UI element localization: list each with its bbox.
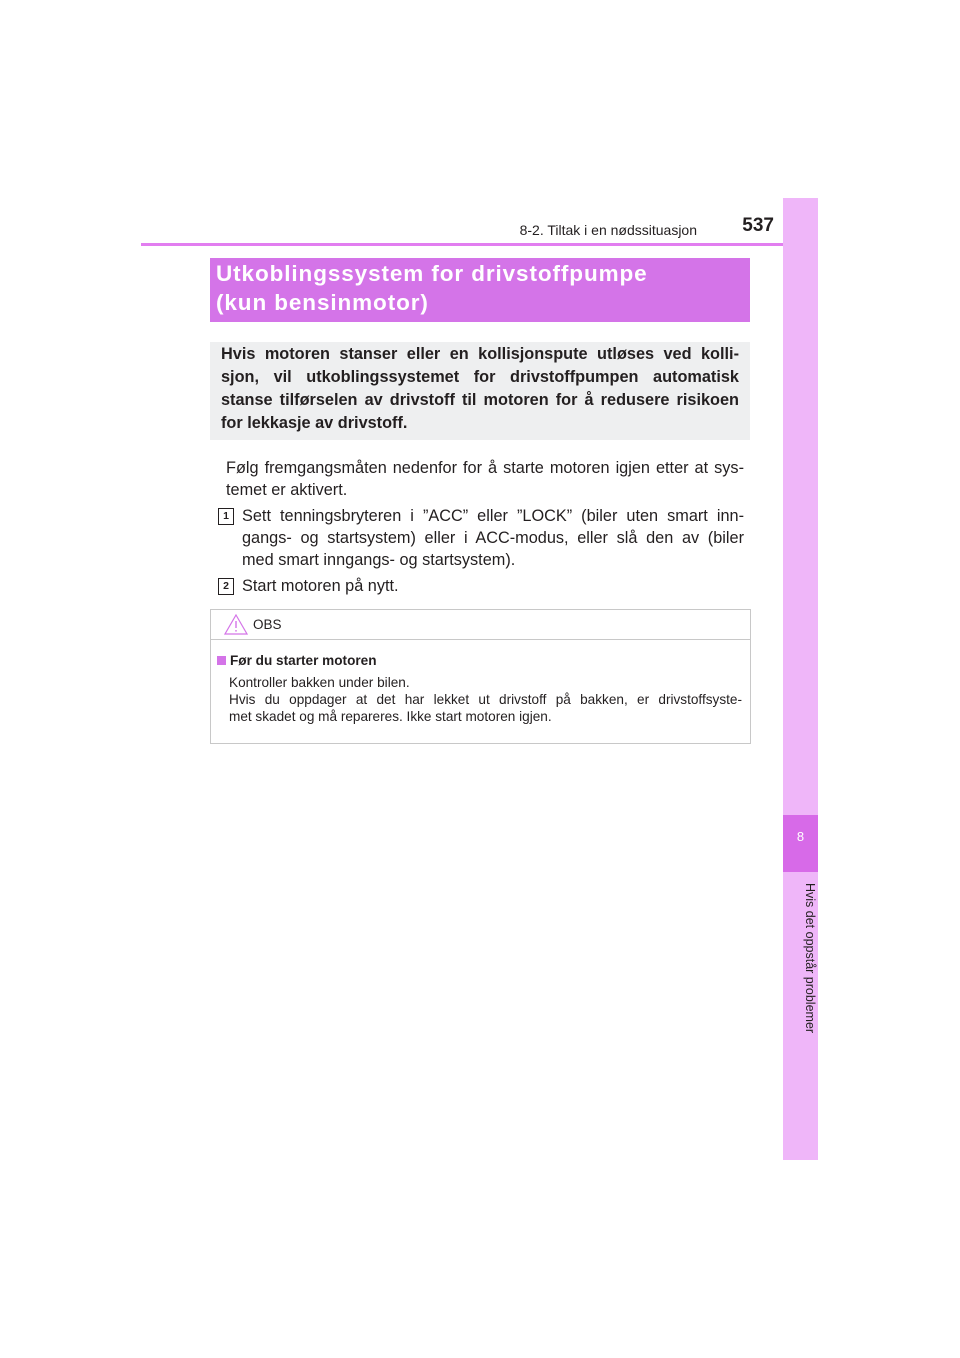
step-line: Start motoren på nytt. [242,577,399,595]
intro-line: stanse tilførselen av drivstoff til motoren for å redusere risikoen [221,391,739,409]
notice-header [211,610,750,640]
notice-box [210,609,751,744]
body-line: temet er aktivert. [226,481,348,499]
notice-label: OBS [253,617,282,632]
intro-line: sjon, vil utkoblingssystemet for drivstoffpumpen automatisk [221,368,739,386]
title-line-2: (kun bensinmotor) [216,290,429,315]
step-line: gangs- og startsystem) eller i ACC-modus, eller slå den av (biler [242,529,744,547]
section-title-banner [210,258,750,322]
step-line: Sett tenningsbryteren i ”ACC” eller ”LOCK” (biler uten smart inn- [242,507,744,525]
notice-line: met skadet og må repareres. Ikke start motoren igjen. [229,709,552,724]
chapter-title: Hvis det oppstår problemer [803,883,817,1034]
notice-line: Hvis du oppdager at det har lekket ut drivstoff på bakken, er drivstoffsyste- [229,692,742,707]
page-number: 537 [742,215,774,236]
body-line: Følg fremgangsmåten nedenfor for å starte motoren igjen etter at sys- [226,459,744,477]
title-line-1: Utkoblingssystem for drivstoffpumpe [216,261,648,286]
step-number-badge: 2 [218,578,234,595]
warning-triangle-icon [224,614,248,635]
chapter-number: 8 [796,829,805,844]
intro-summary-box [210,342,750,440]
notice-heading [217,653,377,668]
section-label: 8-2. Tiltak i en nødssituasjon [519,222,697,238]
step-number-badge: 1 [218,508,234,525]
notice-line: Kontroller bakken under bilen. [229,675,410,690]
bullet-square-icon [217,656,226,665]
intro-line: for lekkasje av drivstoff. [221,414,408,432]
notice-heading-text: Før du starter motoren [230,653,377,668]
chapter-side-tab [783,198,818,1160]
step-line: med smart inngangs- og startsystem). [242,551,516,569]
intro-line: Hvis motoren stanser eller en kollisjonspute utløses ved kolli- [221,345,739,363]
chapter-number-tab [783,815,818,872]
header-rule [141,243,818,246]
